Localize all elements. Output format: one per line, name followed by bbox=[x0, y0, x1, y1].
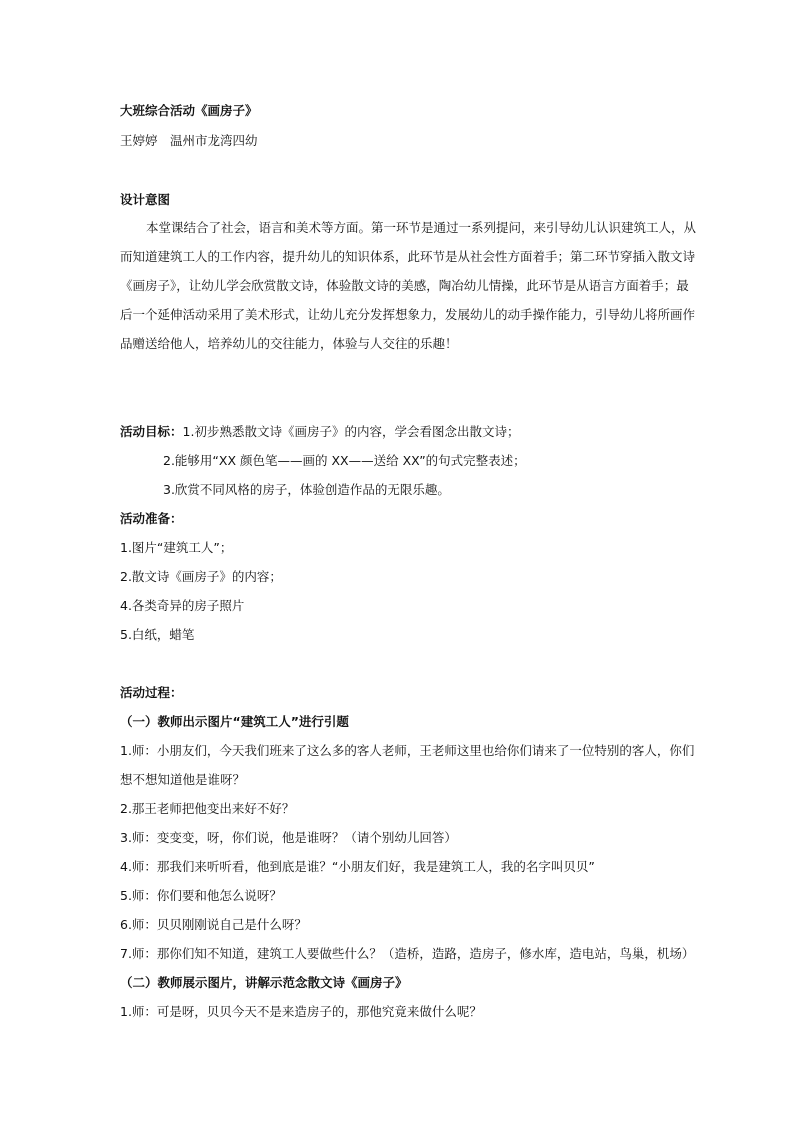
process-line: 6.师：贝贝刚刚说自己是什么呀？ bbox=[120, 917, 307, 932]
process-line: 1.师：可是呀，贝贝今天不是来造房子的，那他究竟来做什么呢？ bbox=[120, 1004, 482, 1019]
process-line: 想不想知道他是谁呀？ bbox=[120, 772, 246, 787]
goals-label: 活动目标： bbox=[120, 424, 183, 439]
prep-label: 活动准备： bbox=[120, 511, 183, 526]
goal-item: 1.初步熟悉散文诗《画房子》的内容，学会看图念出散文诗； bbox=[182, 424, 520, 439]
prep-item: 4.各类奇异的房子照片 bbox=[120, 598, 245, 613]
process-line: 4.师：那我们来听听看，他到底是谁？“小朋友们好，我是建筑工人，我的名字叫贝贝” bbox=[120, 859, 595, 874]
goals-line-1 bbox=[120, 424, 519, 440]
goal-item: 3.欣赏不同风格的房子，体验创造作品的无限乐趣。 bbox=[163, 482, 450, 497]
author-line: 王婷婷 温州市龙湾四幼 bbox=[120, 133, 258, 148]
design-paragraph-line: 《画房子》，让幼儿学会欣赏散文诗，体验散文诗的美感，陶冶幼儿情操，此环节是从语言方面着手；最 bbox=[120, 278, 689, 293]
prep-item: 1.图片“建筑工人”； bbox=[120, 540, 233, 555]
document-title: 大班综合活动《画房子》 bbox=[120, 103, 258, 118]
design-paragraph-line: 本堂课结合了社会，语言和美术等方面。第一环节是通过一系列提问，来引导幼儿认识建筑工人，从 bbox=[146, 220, 697, 235]
design-paragraph-line: 后一个延伸活动采用了美术形式，让幼儿充分发挥想象力，发展幼儿的动手操作能力，引导幼儿将所画作 bbox=[120, 307, 696, 322]
goal-item: 2.能够用“XX 颜色笔——画的 XX——送给 XX”的句式完整表述； bbox=[163, 453, 526, 468]
process-section-heading: （一）教师出示图片“建筑工人”进行引题 bbox=[120, 714, 349, 729]
design-paragraph-line: 品赠送给他人，培养幼儿的交往能力，体验与人交往的乐趣！ bbox=[120, 336, 458, 351]
process-section-heading: （二）教师展示图片，讲解示范念散文诗《画房子》 bbox=[120, 975, 408, 990]
process-line: 2.那王老师把他变出来好不好？ bbox=[120, 801, 295, 816]
process-line: 5.师：你们要和他怎么说呀？ bbox=[120, 888, 282, 903]
design-paragraph-line: 而知道建筑工人的工作内容，提升幼儿的知识体系，此环节是从社会性方面着手；第二环节穿插入散文诗 bbox=[120, 249, 696, 264]
process-line: 3.师：变变变，呀，你们说，他是谁呀？（请个别幼儿回答） bbox=[120, 830, 457, 845]
prep-item: 2.散文诗《画房子》的内容； bbox=[120, 569, 282, 584]
design-heading: 设计意图 bbox=[120, 192, 171, 207]
process-label: 活动过程： bbox=[120, 685, 183, 700]
process-line: 7.师：那你们知不知道，建筑工人要做些什么？（造桥，造路，造房子，修水库，造电站，鸟巢，机场） bbox=[120, 946, 695, 961]
process-line: 1.师：小朋友们，今天我们班来了这么多的客人老师，王老师这里也给你们请来了一位特别的客人，你们 bbox=[120, 743, 695, 758]
prep-item: 5.白纸，蜡笔 bbox=[120, 627, 195, 642]
